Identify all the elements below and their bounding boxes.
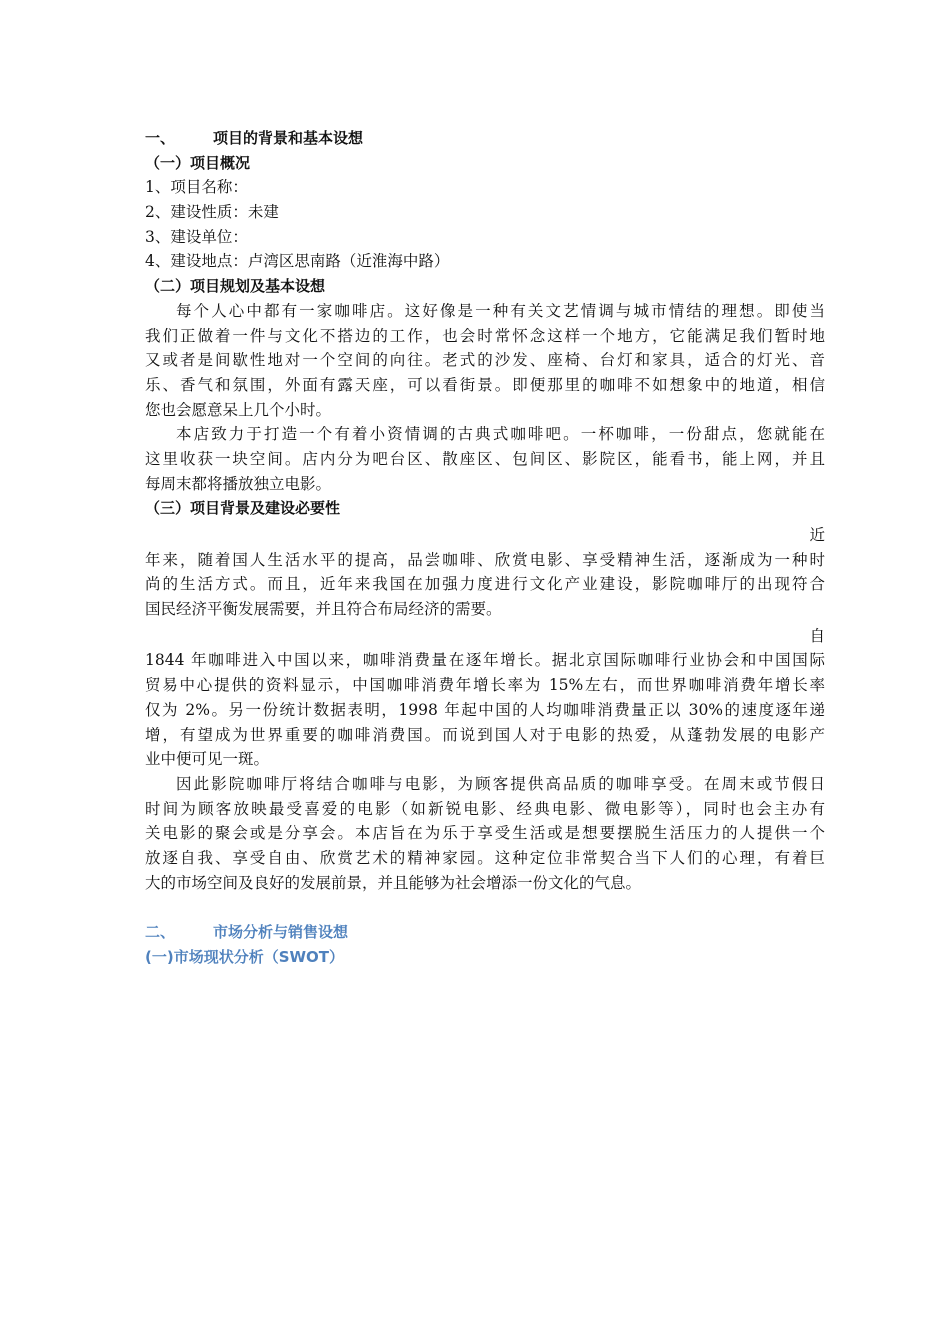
paragraph-line: 年来，随着国人生活水平的提高，品尝咖啡、欣赏电影、享受精神生活，逐渐成为一种时 <box>145 550 825 569</box>
spacer <box>145 895 825 920</box>
paragraph-line: 大的市场空间及良好的发展前景，并且能够为社会增添一份文化的气息。 <box>145 873 642 892</box>
paragraph-line: 贸易中心提供的资料显示，中国咖啡消费年增长率为 15%左右，而世界咖啡消费年增长率 <box>145 676 825 695</box>
paragraph-line: 每个人心中都有一家咖啡店。这好像是一种有关文艺情调与城市情结的理想。即使当 <box>176 301 825 320</box>
section-2-subtitle: (一)市场现状分析（SWOT） <box>145 947 345 966</box>
subsection-2-title: （二）项目规划及基本设想 <box>145 277 326 296</box>
paragraph-line: 国民经济平衡发展需要，并且符合布局经济的需要。 <box>145 600 502 619</box>
section-2-title: 市场分析与销售设想 <box>213 923 349 941</box>
paragraph-line: 仅为 2%。另一份统计数据表明，1998 年起中国的人均咖啡消费量正以 30%的速度逐年递 <box>145 700 825 719</box>
project-item: 3、建设单位： <box>145 227 248 246</box>
paragraph-line: 1844 年咖啡进入中国以来，咖啡消费量在逐年增长。据北京国际咖啡行业协会和中国国际 <box>145 651 825 670</box>
section-1-heading <box>145 126 825 151</box>
paragraph-line: 关电影的聚会或是分享会。本店旨在为乐于享受生活或是想要摆脱生活压力的人提供一个 <box>145 824 825 843</box>
paragraph-lead-char: 近 <box>809 526 825 544</box>
section-2-number: 二、 <box>145 923 176 941</box>
section-2-heading <box>145 920 825 945</box>
paragraph-line: 您也会愿意呆上几个小时。 <box>145 400 332 419</box>
subsection-3-title: （三）项目背景及建设必要性 <box>145 499 341 518</box>
paragraph-line: 尚的生活方式。而且，近年来我国在加强力度进行文化产业建设，影院咖啡厅的出现符合 <box>145 575 825 594</box>
paragraph-line: 乐、香气和氛围，外面有露天座，可以看街景。即便那里的咖啡不如想象中的地道，相信 <box>145 375 825 394</box>
paragraph-planning-2 <box>145 422 825 496</box>
paragraph-line: 我们正做着一件与文化不搭边的工作，也会时常怀念这样一个地方，它能满足我们暂时地 <box>145 326 825 345</box>
paragraph-background-3 <box>145 772 825 895</box>
project-item: 4、建设地点：卢湾区思南路（近淮海中路） <box>145 252 450 271</box>
paragraph-line: 因此影院咖啡厅将结合咖啡与电影，为顾客提供高品质的咖啡享受。在周末或节假日 <box>176 774 825 793</box>
paragraph-background-1 <box>145 521 825 622</box>
paragraph-line: 时间为顾客放映最受喜爱的电影（如新锐电影、经典电影、微电影等），同时也会主办有 <box>145 799 825 818</box>
paragraph-line: 增，有望成为世界重要的咖啡消费国。而说到国人对于电影的热爱，从蓬勃发展的电影产 <box>145 725 825 744</box>
project-item: 1、项目名称： <box>145 178 248 197</box>
paragraph-line: 又或者是间歇性地对一个空间的向往。老式的沙发、座椅、台灯和家具，适合的灯光、音 <box>145 351 825 370</box>
paragraph-line: 这里收获一块空间。店内分为吧台区、散座区、包间区、影院区，能看书，能上网，并且 <box>145 449 825 468</box>
paragraph-line: 业中便可见一斑。 <box>145 750 270 769</box>
section-1-title: 项目的背景和基本设想 <box>213 129 364 147</box>
document-body <box>145 126 825 969</box>
project-item: 2、建设性质：未建 <box>145 203 279 222</box>
paragraph-planning-1 <box>145 299 825 422</box>
paragraph-line: 本店致力于打造一个有着小资情调的古典式咖啡吧。一杯咖啡，一份甜点，您就能在 <box>176 425 825 444</box>
section-1-number: 一、 <box>145 129 176 147</box>
paragraph-line: 每周末都将播放独立电影。 <box>145 474 332 493</box>
paragraph-line: 放逐自我、享受自由、欣赏艺术的精神家园。这种定位非常契合当下人们的心理，有着巨 <box>145 848 825 867</box>
paragraph-background-2 <box>145 622 825 772</box>
paragraph-lead-char: 自 <box>809 626 825 645</box>
subsection-1-title: （一）项目概况 <box>145 153 251 172</box>
